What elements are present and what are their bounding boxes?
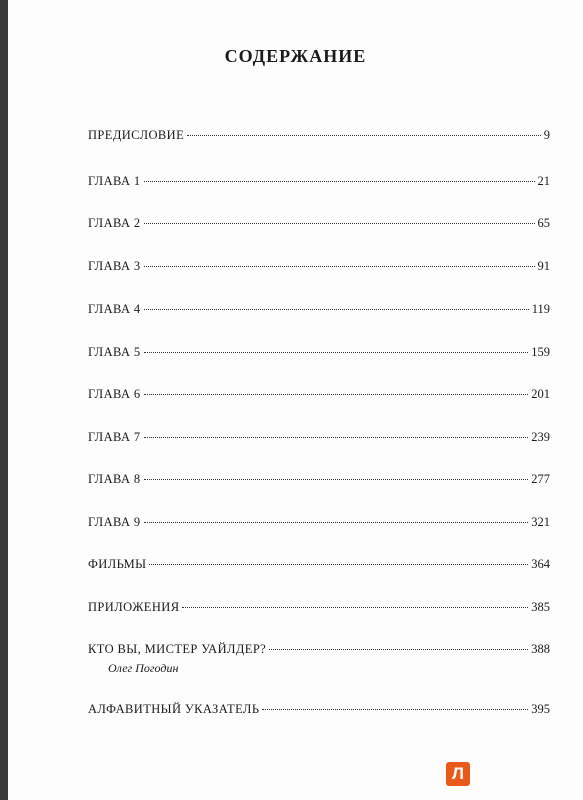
toc-leader-dots — [144, 309, 529, 310]
toc-leader-dots — [187, 135, 541, 136]
toc-entry-page: 364 — [531, 557, 550, 571]
toc-entry — [88, 600, 550, 615]
toc-entry-label: ГЛАВА 2 — [88, 216, 141, 230]
toc-leader-dots — [144, 352, 529, 353]
toc-entry-page: 119 — [531, 302, 550, 316]
toc-leader-dots — [144, 394, 529, 395]
toc-entry-label: КТО ВЫ, МИСТЕР УАЙЛДЕР? — [88, 642, 267, 656]
toc-entry — [88, 259, 550, 274]
toc-entry-page: 385 — [531, 600, 550, 614]
toc-entry — [88, 174, 550, 189]
toc-leader-dots — [144, 479, 529, 480]
toc-entry — [88, 557, 550, 572]
toc-entry-page: 65 — [537, 216, 550, 230]
toc-entry — [88, 515, 550, 530]
toc-entry-page: 9 — [543, 128, 550, 142]
toc-entry — [88, 216, 550, 231]
toc-entry — [88, 430, 550, 445]
toc-entry-page: 277 — [531, 472, 550, 486]
toc-entry-page: 239 — [531, 430, 550, 444]
toc-leader-dots — [269, 649, 528, 650]
toc-entry-page: 321 — [531, 515, 550, 529]
toc-entry-label: АЛФАВИТНЫЙ УКАЗАТЕЛЬ — [88, 702, 260, 716]
toc-entry-label: ГЛАВА 5 — [88, 345, 141, 359]
toc-leader-dots — [149, 564, 528, 565]
toc-entry — [88, 702, 550, 717]
document-page — [8, 0, 583, 800]
toc-entry-page: 91 — [537, 259, 550, 273]
toc-entry-author: Олег Погодин — [108, 661, 179, 675]
publisher-logo: Л — [446, 762, 470, 786]
toc-entry — [88, 472, 550, 487]
toc-entry-label: ГЛАВА 3 — [88, 259, 141, 273]
toc-entry-page: 159 — [531, 345, 550, 359]
toc-entry — [88, 302, 550, 317]
toc-leader-dots — [144, 266, 535, 267]
toc-entry-page: 395 — [531, 702, 550, 716]
toc-entry-label: ГЛАВА 1 — [88, 174, 141, 188]
toc-entry-page: 21 — [537, 174, 550, 188]
toc-entry-page: 388 — [531, 642, 550, 656]
toc-entry — [88, 345, 550, 360]
toc-entry — [88, 128, 550, 143]
toc-entry-label: ГЛАВА 8 — [88, 472, 141, 486]
toc-leader-dots — [182, 607, 528, 608]
toc-leader-dots — [144, 522, 529, 523]
toc-leader-dots — [144, 181, 535, 182]
toc-entry-label: ГЛАВА 7 — [88, 430, 141, 444]
toc-entry-label: ГЛАВА 4 — [88, 302, 141, 316]
toc-leader-dots — [144, 437, 529, 438]
toc-leader-dots — [144, 223, 535, 224]
toc-entry-label: ПРЕДИСЛОВИЕ — [88, 128, 185, 142]
toc-entry-page: 201 — [531, 387, 550, 401]
table-of-contents — [88, 0, 550, 800]
toc-entry-label: ГЛАВА 6 — [88, 387, 141, 401]
toc-entry — [88, 642, 550, 657]
page-title: СОДЕРЖАНИЕ — [224, 46, 367, 66]
toc-entry-label: ФИЛЬМЫ — [88, 557, 147, 571]
toc-entry — [88, 387, 550, 402]
toc-leader-dots — [262, 709, 528, 710]
toc-entry-label: ГЛАВА 9 — [88, 515, 141, 529]
toc-entry-label: ПРИЛОЖЕНИЯ — [88, 600, 180, 614]
